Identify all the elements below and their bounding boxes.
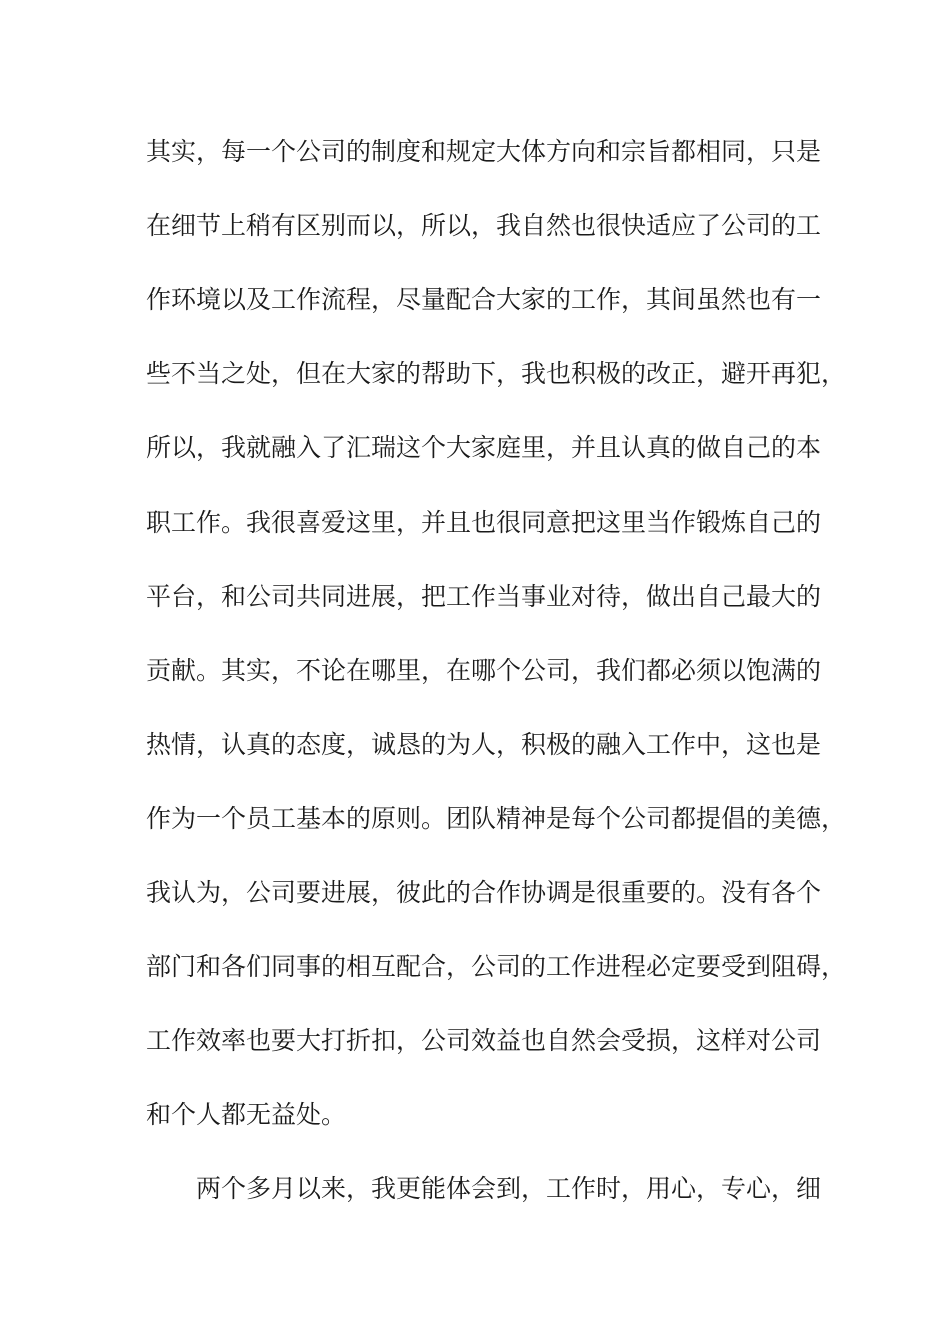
paragraph-line: 些不当之处，但在大家的帮助下，我也积极的改正，避开再犯，	[146, 359, 847, 388]
paragraph-line: 我认为，公司要进展，彼此的合作协调是很重要的。没有各个	[146, 878, 822, 907]
paragraph-line: 其实，每一个公司的制度和规定大体方向和宗旨都相同，只是	[146, 137, 822, 166]
paragraph-line: 工作效率也要大打折扣，公司效益也自然会受损，这样对公司	[146, 1026, 822, 1055]
paragraph-line: 作环境以及工作流程，尽量配合大家的工作，其间虽然也有一	[146, 285, 822, 314]
paragraph-line: 在细节上稍有区别而以，所以，我自然也很快适应了公司的工	[146, 211, 822, 240]
paragraph-line: 热情，认真的态度，诚恳的为人，积极的融入工作中，这也是	[146, 730, 822, 759]
paragraph-line: 部门和各们同事的相互配合，公司的工作进程必定要受到阻碍，	[146, 952, 847, 981]
paragraph-line: 平台，和公司共同进展，把工作当事业对待，做出自己最大的	[146, 582, 822, 611]
paragraph-line: 和个人都无益处。	[146, 1100, 347, 1129]
paragraph-line: 所以，我就融入了汇瑞这个大家庭里，并且认真的做自己的本	[146, 433, 822, 462]
paragraph-line: 两个多月以来，我更能体会到，工作时，用心，专心，细	[196, 1174, 822, 1203]
paragraph-line: 贡献。其实，不论在哪里，在哪个公司，我们都必须以饱满的	[146, 656, 822, 685]
paragraph-line: 职工作。我很喜爱这里，并且也很同意把这里当作锻炼自己的	[146, 508, 822, 537]
paragraph-line: 作为一个员工基本的原则。团队精神是每个公司都提倡的美德，	[146, 804, 847, 833]
